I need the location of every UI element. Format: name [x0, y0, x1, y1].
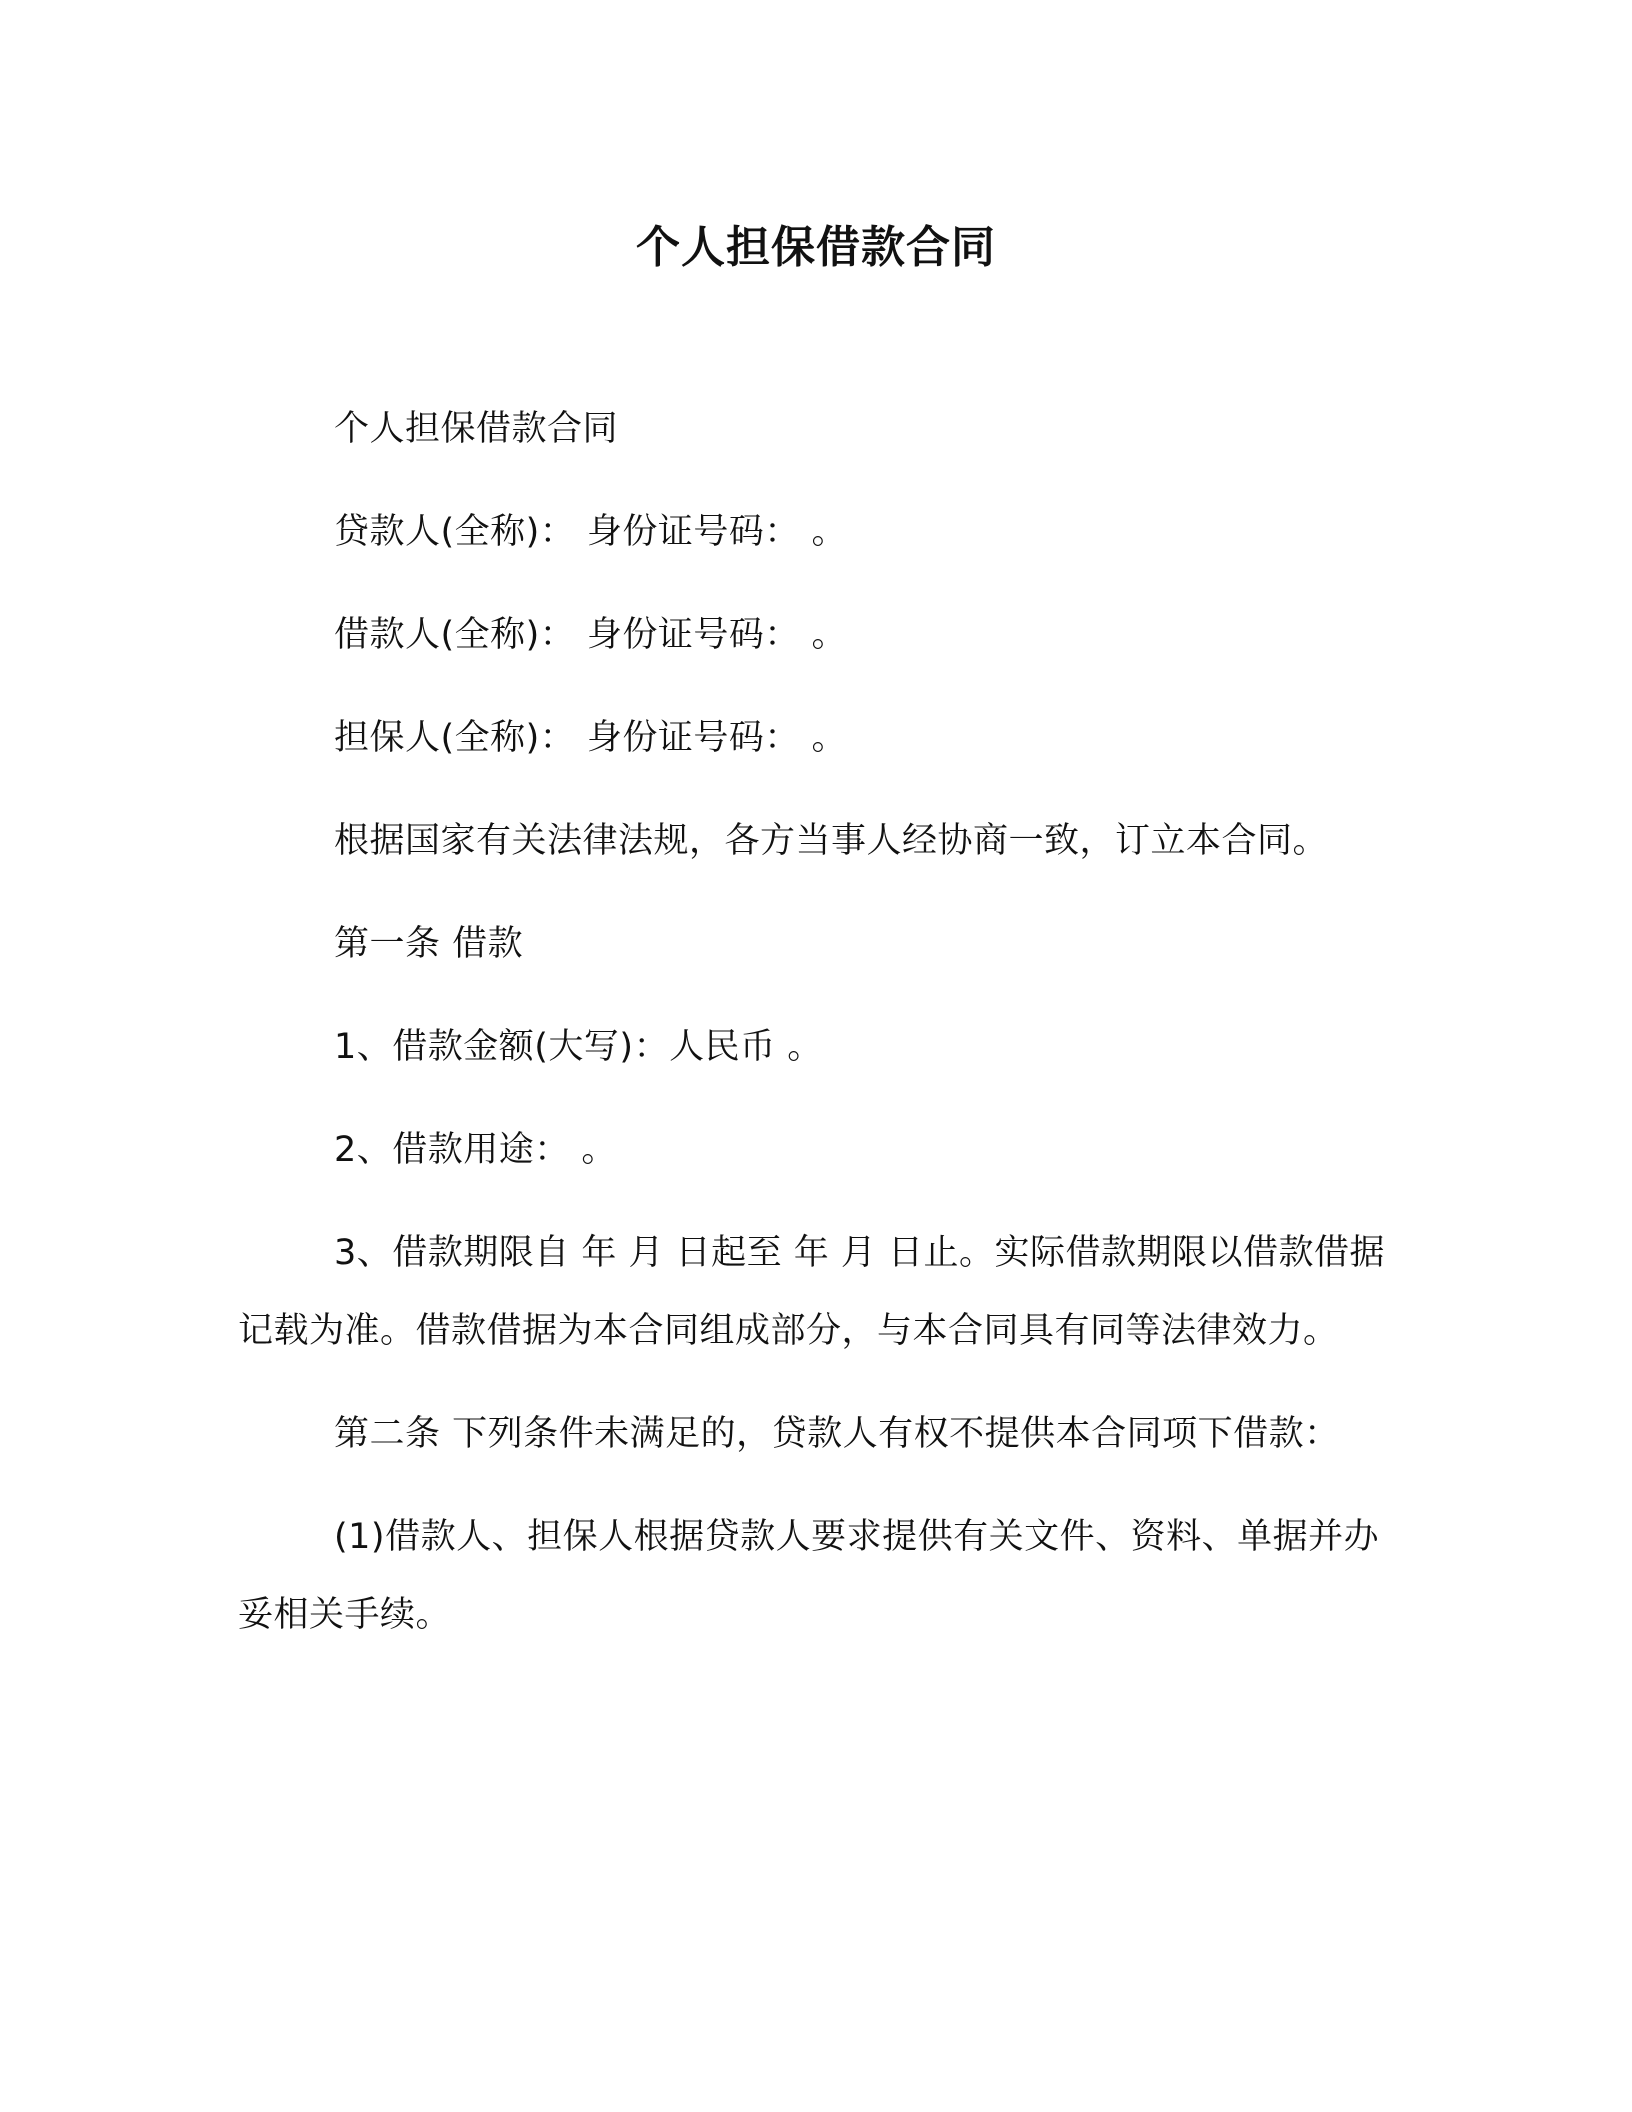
paragraph-guarantor: 担保人(全称)： 身份证号码： 。: [334, 718, 848, 758]
paragraph-condition-1: (1)借款人、担保人根据贷款人要求提供有关文件、资料、单据并办妥相关手续。: [238, 1517, 1380, 1635]
paragraph-preamble: 根据国家有关法律法规，各方当事人经协商一致，订立本合同。: [334, 821, 1329, 861]
paragraph-loan-term: 3、借款期限自 年 月 日起至 年 月 日止。实际借款期限以借款借据记载为准。借款借据为本合同组成部分，与本合同具有同等法律效力。: [238, 1233, 1386, 1351]
paragraph-article-2-title: 第二条 下列条件未满足的，贷款人有权不提供本合同项下借款：: [334, 1414, 1340, 1454]
document-body: [238, 390, 1402, 1654]
paragraph-heading: 个人担保借款合同: [334, 409, 619, 449]
paragraph-borrower: 借款人(全称)： 身份证号码： 。: [334, 615, 848, 655]
paragraph-loan-purpose: 2、借款用途： 。: [334, 1130, 617, 1170]
paragraph-lender: 贷款人(全称)： 身份证号码： 。: [334, 512, 848, 552]
paragraph-loan-amount: 1、借款金额(大写)：人民币 。: [334, 1027, 823, 1067]
paragraph-article-1-title: 第一条 借款: [334, 924, 524, 964]
document-title: 个人担保借款合同: [636, 222, 996, 273]
